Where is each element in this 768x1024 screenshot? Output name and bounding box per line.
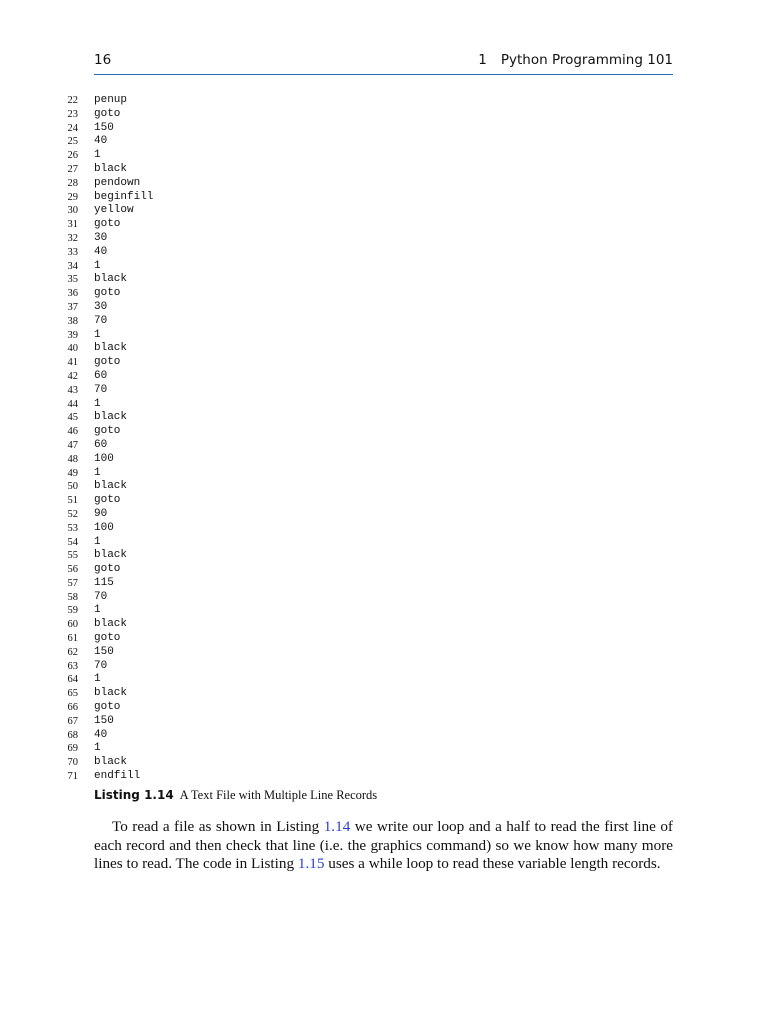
listing-line: [56, 439, 153, 453]
line-number: 32: [67, 232, 78, 244]
listing-line: [56, 646, 153, 660]
listing-line: [56, 770, 153, 784]
code-text: goto: [94, 632, 121, 645]
line-number: 60: [67, 619, 78, 631]
code-text: pendown: [94, 176, 141, 189]
listing-line: [56, 563, 153, 577]
line-number: 65: [67, 688, 78, 700]
code-text: 1: [94, 328, 101, 341]
body-paragraph: [94, 818, 673, 874]
listing-line: [56, 232, 153, 246]
code-text: black: [94, 273, 128, 286]
code-text: 1: [94, 742, 101, 755]
listing-line: [56, 329, 153, 343]
line-number: 40: [67, 343, 78, 355]
line-number: 54: [67, 536, 78, 548]
listing-line: [56, 108, 153, 122]
line-number: 25: [67, 136, 78, 148]
running-header: [94, 52, 673, 75]
line-number: 59: [67, 605, 78, 617]
listing-line: [56, 673, 153, 687]
line-number: 28: [67, 177, 78, 189]
code-text: 150: [94, 121, 114, 134]
code-text: black: [94, 162, 128, 175]
listing-line: [56, 177, 153, 191]
chapter-heading: [478, 52, 673, 68]
line-number: 64: [67, 674, 78, 686]
chapter-title: Python Programming 101: [500, 52, 673, 68]
code-text: black: [94, 756, 128, 769]
code-text: penup: [94, 94, 128, 106]
line-number: 50: [67, 481, 78, 493]
code-text: 70: [94, 590, 108, 603]
line-number: 55: [67, 550, 78, 562]
line-number: 45: [67, 412, 78, 424]
line-number: 30: [67, 205, 78, 217]
code-text: 40: [94, 245, 108, 258]
code-text: 30: [94, 231, 108, 244]
listing-line: [56, 687, 153, 701]
line-number: 52: [67, 508, 78, 520]
code-text: 60: [94, 369, 108, 382]
listing-line: [56, 356, 153, 370]
code-text: 1: [94, 535, 101, 548]
code-text: goto: [94, 563, 121, 576]
code-text: 70: [94, 383, 108, 396]
line-number: 67: [67, 715, 78, 727]
line-number: 70: [67, 757, 78, 769]
line-number: 41: [67, 357, 78, 369]
code-text: 90: [94, 507, 108, 520]
listing-line: [56, 370, 153, 384]
code-text: endfill: [94, 770, 141, 783]
code-text: 150: [94, 714, 114, 727]
code-text: black: [94, 411, 128, 424]
listing-line: [56, 315, 153, 329]
listing-line: [56, 204, 153, 218]
listing-line: [56, 135, 153, 149]
listing-line: [56, 273, 153, 287]
listing-line: [56, 618, 153, 632]
line-number: 42: [67, 370, 78, 382]
listing-line: [56, 508, 153, 522]
code-text: 1: [94, 149, 101, 162]
page-number: 16: [94, 52, 112, 68]
code-text: black: [94, 687, 128, 700]
listing-line: [56, 480, 153, 494]
line-number: 66: [67, 702, 78, 714]
listing-line: [56, 301, 153, 315]
paragraph-text-1: To read a file as shown in Listing: [112, 818, 324, 835]
code-text: black: [94, 480, 128, 493]
line-number: 61: [67, 633, 78, 645]
line-number: 22: [67, 95, 78, 106]
listing-ref-1-14[interactable]: 1.14: [323, 818, 351, 835]
code-text: 40: [94, 135, 108, 148]
line-number: 38: [67, 315, 78, 327]
line-number: 43: [67, 384, 78, 396]
line-number: 24: [67, 122, 78, 134]
line-number: 27: [67, 163, 78, 175]
listing-line: [56, 425, 153, 439]
code-text: 1: [94, 397, 101, 410]
listing-line: [56, 604, 153, 618]
line-number: 47: [67, 439, 78, 451]
paragraph-text-3: uses a while loop to read these variable length records.: [324, 855, 661, 873]
code-text: 150: [94, 645, 114, 658]
listing-line: [56, 536, 153, 550]
line-number: 48: [67, 453, 78, 465]
line-number: 63: [67, 660, 78, 672]
listing-line: [56, 577, 153, 591]
line-number: 29: [67, 191, 78, 203]
line-number: 39: [67, 329, 78, 341]
listing-ref-1-15[interactable]: 1.15: [297, 855, 325, 873]
listing-line: [56, 729, 153, 743]
listing-line: [56, 591, 153, 605]
chapter-number: 1: [478, 52, 487, 68]
code-text: 70: [94, 659, 108, 672]
caption-text: A Text File with Multiple Line Records: [179, 788, 378, 802]
code-text: 1: [94, 259, 101, 272]
line-number: 34: [67, 260, 78, 272]
listing-line: [56, 411, 153, 425]
code-text: 60: [94, 438, 108, 451]
line-number: 23: [67, 108, 78, 120]
listing-line: [56, 342, 153, 356]
code-text: black: [94, 549, 128, 562]
listing-line: [56, 122, 153, 136]
code-text: goto: [94, 356, 121, 369]
listing-line: [56, 398, 153, 412]
listing-line: [56, 94, 153, 108]
code-text: 40: [94, 728, 108, 741]
line-number: 31: [67, 219, 78, 231]
line-number: 56: [67, 564, 78, 576]
code-text: yellow: [94, 204, 134, 217]
line-number: 53: [67, 522, 78, 534]
listing-line: [56, 246, 153, 260]
line-number: 37: [67, 301, 78, 313]
code-text: goto: [94, 701, 121, 714]
line-number: 44: [67, 398, 78, 410]
code-text: 70: [94, 314, 108, 327]
line-number: 26: [67, 150, 78, 162]
listing-line: [56, 632, 153, 646]
listing-line: [56, 494, 153, 508]
listing-line: [56, 453, 153, 467]
code-text: goto: [94, 287, 121, 300]
listing-line: [56, 467, 153, 481]
code-text: 100: [94, 521, 114, 534]
code-text: 1: [94, 466, 101, 479]
listing-line: [56, 742, 153, 756]
code-text: goto: [94, 425, 121, 438]
listing-line: [56, 715, 153, 729]
code-text: 115: [94, 576, 114, 589]
code-text: goto: [94, 107, 121, 120]
code-text: goto: [94, 218, 121, 231]
line-number: 69: [67, 743, 78, 755]
listing-line: [56, 163, 153, 177]
listing-line: [56, 149, 153, 163]
listing-caption: [94, 788, 377, 803]
listing-line: [56, 756, 153, 770]
line-number: 36: [67, 288, 78, 300]
listing-line: [56, 701, 153, 715]
code-text: black: [94, 618, 128, 631]
listing-line: [56, 522, 153, 536]
line-number: 51: [67, 495, 78, 507]
line-number: 68: [67, 729, 78, 741]
caption-label: Listing 1.14: [94, 788, 174, 802]
listing-line: [56, 384, 153, 398]
code-text: 1: [94, 673, 101, 686]
code-text: goto: [94, 494, 121, 507]
line-number: 58: [67, 591, 78, 603]
code-text: beginfill: [94, 190, 154, 203]
listing-line: [56, 660, 153, 674]
code-text: 1: [94, 604, 101, 617]
code-text: 100: [94, 452, 114, 465]
listing-line: [56, 549, 153, 563]
line-number: 33: [67, 246, 78, 258]
line-number: 71: [67, 771, 78, 783]
line-number: 57: [67, 577, 78, 589]
code-listing: [56, 94, 153, 784]
line-number: 46: [67, 426, 78, 438]
listing-line: [56, 218, 153, 232]
code-text: black: [94, 342, 128, 355]
listing-line: [56, 260, 153, 274]
line-number: 35: [67, 274, 78, 286]
line-number: 62: [67, 646, 78, 658]
listing-line: [56, 191, 153, 205]
line-number: 49: [67, 467, 78, 479]
code-text: 30: [94, 300, 108, 313]
listing-line: [56, 287, 153, 301]
paragraph-text-2: we write our loop and a half to read the first line of each record and then check that line (i.e. the graphics command) so we know how many more lines to read. The code in Listing: [94, 818, 673, 873]
